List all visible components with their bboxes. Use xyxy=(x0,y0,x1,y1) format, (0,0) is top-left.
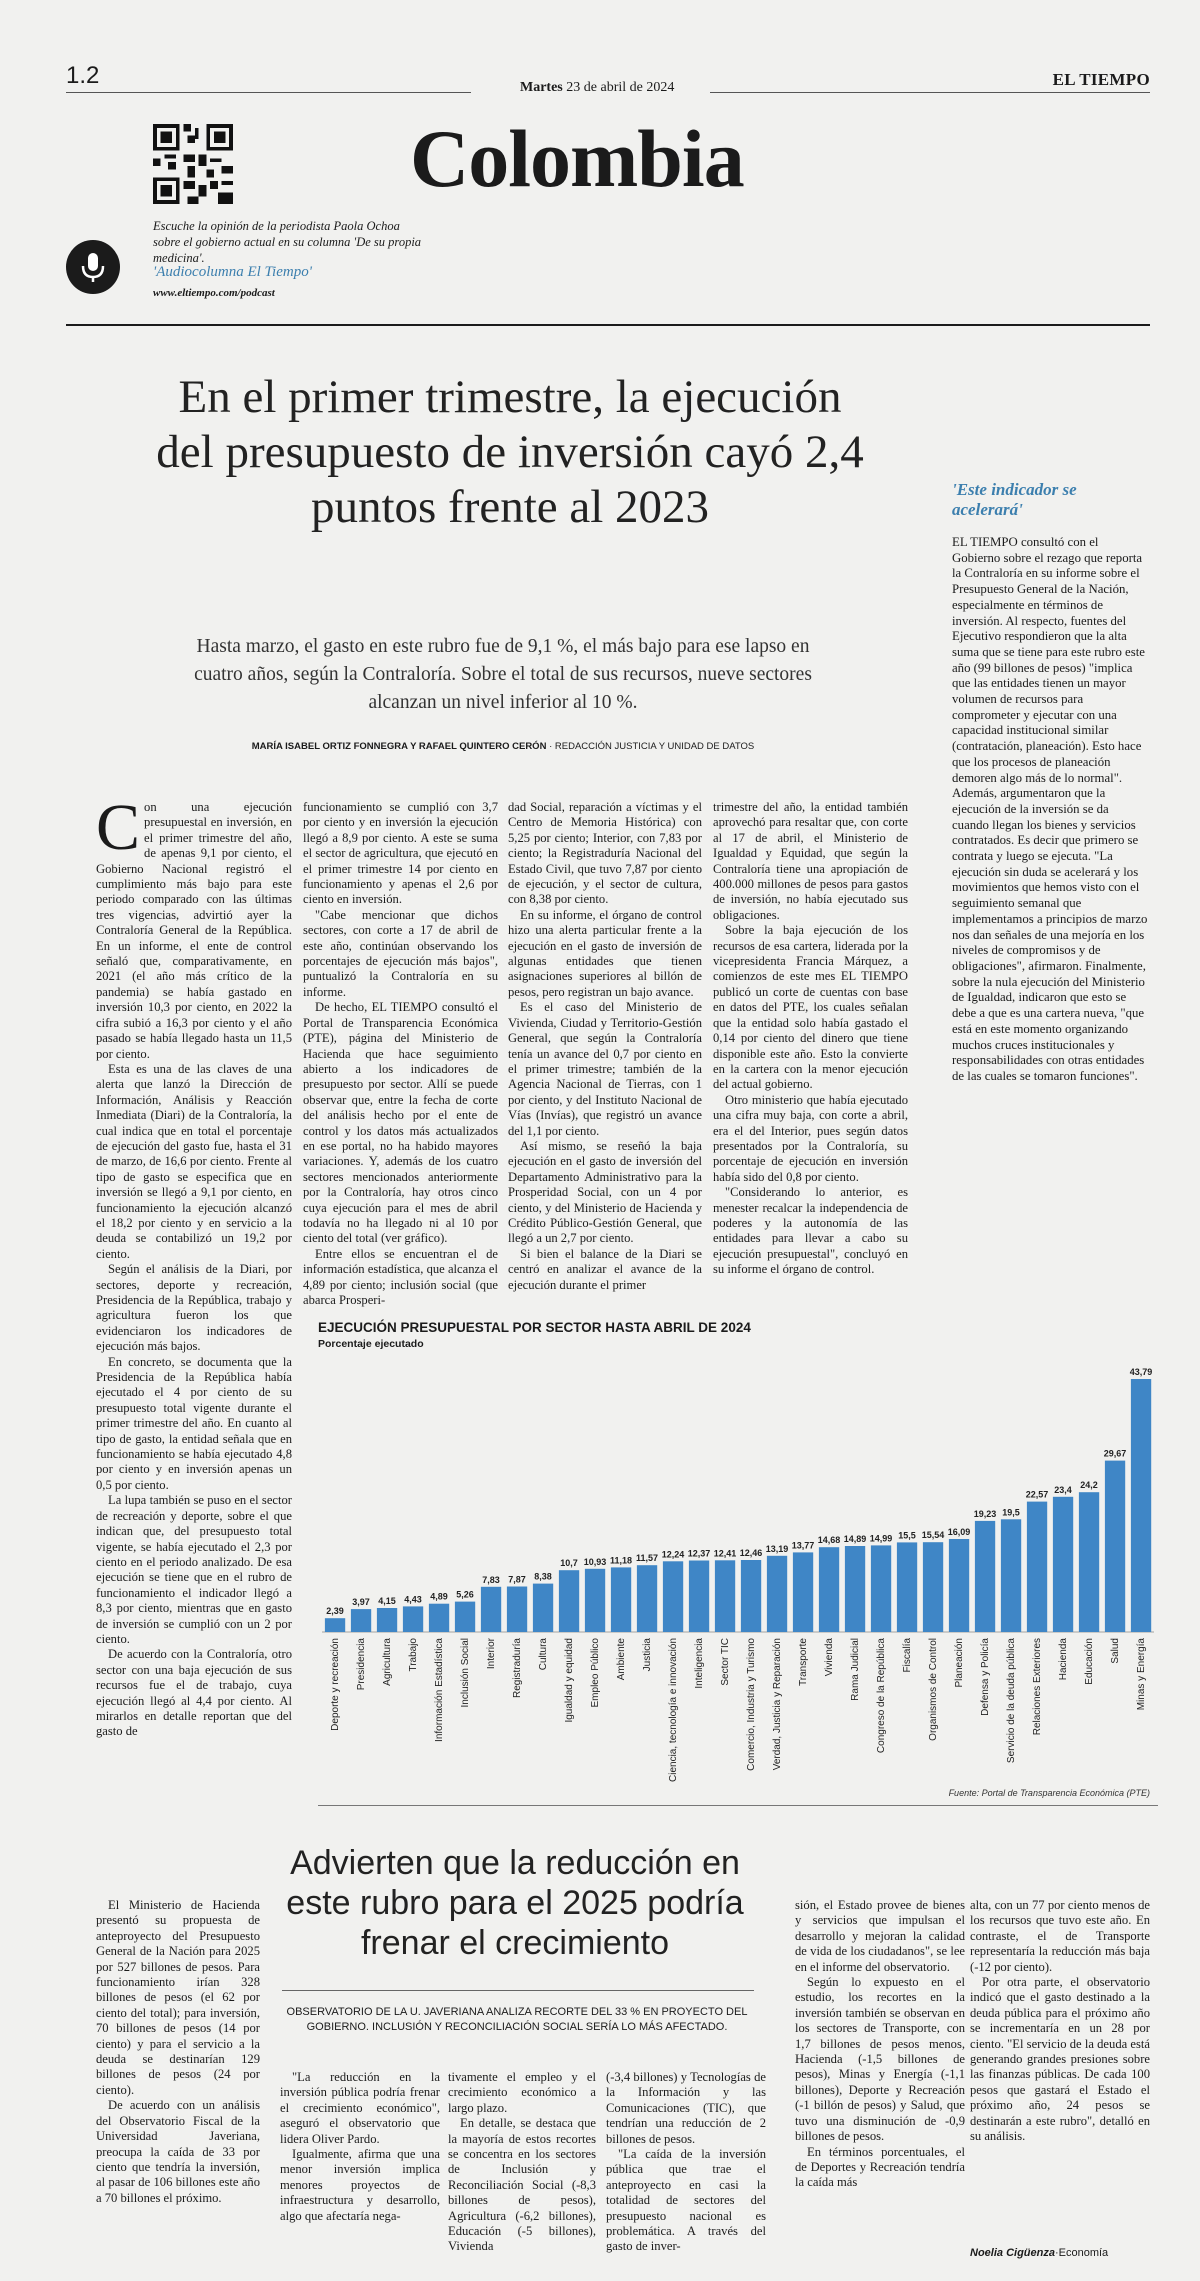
chart-bar xyxy=(351,1609,371,1632)
chart-category-label: Organismos de Control xyxy=(928,1638,939,1741)
chart-value-label: 16,09 xyxy=(947,1527,971,1537)
second-article-column-6 xyxy=(970,1898,1150,2145)
chart-value-label: 13,77 xyxy=(791,1540,815,1551)
paragraph: En su informe, el órgano de control hizo una alerta particular frente a la ejecución en el gasto de inversión de algunas entidades que tienen asignaciones superiores al billón de pesos, pero registran un bajo avance. xyxy=(508,907,702,999)
budget-execution-chart xyxy=(318,1340,1158,1810)
paragraph: dad Social, reparación a víctimas y el Centro de Memoria Histórica) con 5,25 por ciento; Interior, con 7,83 por ciento; la Registraduría Nacional del Estado Civil, que tuvo 7,87 por ciento de ejecución, y el sector de cultura, con 8,38 por ciento. xyxy=(508,800,702,907)
chart-bar xyxy=(689,1561,709,1633)
chart-category-label: Inteligencia xyxy=(694,1638,705,1689)
paragraph: "La caída de la inversión pública que trae el anteproyecto en casi la totalidad de sectores del presupuesto nacional es problemática. A través del gasto de inver- xyxy=(606,2147,766,2254)
chart-value-label: 43,79 xyxy=(1129,1367,1153,1377)
chart-bar xyxy=(481,1587,501,1632)
chart-bar xyxy=(923,1542,943,1632)
second-article-author xyxy=(970,2247,1108,2259)
issue-date-text: 23 de abril de 2024 xyxy=(566,80,675,95)
page-number: 1.2 xyxy=(66,62,100,89)
paragraph: funcionamiento se cumplió con 3,7 por ciento y en inversión la ejecución llegó a 8,9 por ciento. A este se suma el sector de agricultura, que ejecutó en el primer trimestre 14 por ciento en funcionamiento y apenas el 2,6 por ciento en inversión. xyxy=(303,800,498,907)
chart-value-label: 4,43 xyxy=(404,1594,422,1605)
article-byline xyxy=(178,741,828,752)
author-name: Noelia Cigüenza xyxy=(970,2247,1055,2259)
paragraph: De acuerdo con un análisis del Observatorio Fiscal de la Universidad Javeriana, preocupa la caída de 33 por ciento que tendría la inversión, al pasar de 106 billones este año a 70 billones el próximo. xyxy=(96,2098,260,2205)
chart-category-label: Congreso de la República xyxy=(876,1638,887,1754)
chart-category-label: Hacienda xyxy=(1058,1638,1069,1681)
chart-value-label: 11,18 xyxy=(609,1555,633,1566)
article-deck: Hasta marzo, el gasto en este rubro fue de 9,1 %, el más bajo para ese lapso en cuatro años, según la Contraloría. Sobre el total de sus recursos, nueve sectores alcanzan un nivel inferior al 10 %. xyxy=(194,636,812,713)
chart-category-label: Comercio, Industria y Turismo xyxy=(746,1638,757,1771)
second-article-column-3 xyxy=(448,2070,596,2255)
chart-bar xyxy=(1001,1519,1021,1632)
paragraph: Según lo expuesto en el estudio, los recortes en la inversión también se observan en los sectores de Transporte, con 1,7 billones de pesos menos, Hacienda (-1,5 billones de pesos), Minas y Energía (-1,1 billones), Deporte y Recreación (-1 billón de pesos) y Salud, que tuvo una disminución de -0,9 billones de pesos. xyxy=(795,1975,965,2144)
chart-category-label: Defensa y Policía xyxy=(980,1638,991,1716)
paragraph: Entre ellos se encuentran el de información estadística, que alcanza el 4,89 por ciento; inclusión social (que abarca Prosperi- xyxy=(303,1246,498,1307)
chart-value-label: 11,57 xyxy=(635,1553,659,1564)
chart-category-label: Vivienda xyxy=(824,1638,835,1677)
audio-promo-label[interactable]: 'Audiocolumna El Tiempo' xyxy=(153,264,312,280)
chart-value-label: 10,93 xyxy=(583,1556,607,1567)
chart-subtitle: Porcentaje ejecutado xyxy=(318,1338,424,1350)
paragraph: "Considerando lo anterior, es menester recalcar la independencia de poderes y la autonomía de las entidades para llevar a cabo su ejecución presupuestal", concluyó en su informe el órgano de control. xyxy=(713,1185,908,1277)
issue-weekday: Martes xyxy=(520,80,563,95)
paragraph: De acuerdo con la Contraloría, otro sector con una baja ejecución de sus recursos fue el de trabajo, cuya ejecución llegó al 4,4 por ciento. Al mirarlos en detalle reportan que del gasto de xyxy=(96,1647,292,1739)
chart-bottom-rule xyxy=(318,1805,1158,1806)
chart-value-label: 7,87 xyxy=(508,1574,526,1585)
chart-category-label: Rama Judicial xyxy=(850,1638,861,1701)
chart-value-label: 2,39 xyxy=(326,1606,344,1617)
paragraph: Si bien el balance de la Diari se centró en analizar el avance de la ejecución durante el primer xyxy=(508,1246,702,1292)
chart-category-label: Trabajo xyxy=(408,1638,419,1672)
chart-value-label: 24,2 xyxy=(1080,1480,1098,1491)
article-column-2 xyxy=(303,800,498,1307)
byline-authors: MARÍA ISABEL ORTIZ FONNEGRA Y RAFAEL QUINTERO CERÓN xyxy=(251,741,547,752)
chart-bar xyxy=(741,1560,761,1632)
chart-value-label: 10,7 xyxy=(560,1558,578,1569)
chart-bar xyxy=(403,1606,423,1632)
chart-value-label: 14,68 xyxy=(817,1535,841,1546)
chart-value-label: 12,24 xyxy=(661,1549,685,1560)
chart-bar xyxy=(1027,1502,1047,1632)
chart-category-label: Ambiente xyxy=(616,1638,627,1681)
chart-bar xyxy=(559,1570,579,1632)
chart-bar xyxy=(1079,1492,1099,1632)
sidebar-title: 'Este indicador se acelerará' xyxy=(952,480,1077,519)
chart-value-label: 5,26 xyxy=(456,1589,474,1600)
paragraph: Es el caso del Ministerio de Vivienda, Ciudad y Territorio-Gestión General, que según la Contraloría tenía un avance del 0,7 por ciento en el primer trimestre; también de la Agencia Nacional de Tierras, con 1 por ciento, y del Instituto Nacional de Vías (Invías), que registró un avance del 1,1 por ciento. xyxy=(508,1000,702,1138)
chart-bar xyxy=(1131,1379,1151,1632)
section-title: Colombia xyxy=(410,113,744,204)
chart-value-label: 19,5 xyxy=(1002,1507,1020,1518)
chart-value-label: 29,67 xyxy=(1103,1448,1127,1459)
chart-bar xyxy=(897,1542,917,1632)
chart-category-label: Sector TIC xyxy=(720,1638,731,1686)
chart-bar xyxy=(845,1546,865,1632)
chart-title: EJECUCIÓN PRESUPUESTAL POR SECTOR HASTA ABRIL DE 2024 xyxy=(318,1320,751,1335)
second-article-column-4 xyxy=(606,2070,766,2255)
chart-bar xyxy=(585,1569,605,1632)
chart-value-label: 14,89 xyxy=(843,1534,867,1544)
chart-category-label: Verdad, Justicia y Reparación xyxy=(772,1638,783,1771)
issue-date xyxy=(520,80,674,96)
chart-category-label: Inclusión Social xyxy=(460,1638,471,1708)
chart-category-label: Relaciones Exteriores xyxy=(1032,1638,1043,1736)
chart-bar xyxy=(533,1584,553,1632)
chart-bar xyxy=(975,1521,995,1632)
second-article-column-5 xyxy=(795,1898,965,2191)
chart-value-label: 23,4 xyxy=(1054,1484,1072,1495)
chart-bar xyxy=(377,1608,397,1632)
second-article-headline: Advierten que la reducción en este rubro para el 2025 podría frenar el crecimiento xyxy=(286,1844,744,1962)
chart-category-label: Deporte y recreación xyxy=(330,1638,341,1731)
chart-category-label: Empleo Público xyxy=(590,1638,601,1708)
paragraph: En concreto, se documenta que la Presidencia de la República había ejecutado el 4 por ciento de su presupuesto total vigente durante el primer trimestre del año. En cuanto al tipo de gasto, la entidad señala que en funcionamiento se había ejecutado 4,8 por ciento y en inversión apenas un 0,5 por ciento. xyxy=(96,1354,292,1492)
paragraph: Igualmente, afirma que una menor inversión implica menores proyectos de infraestructura y desarrollo, algo que afectaría nega- xyxy=(280,2147,440,2223)
second-article-column-1 xyxy=(96,1898,260,2206)
chart-category-label: Educación xyxy=(1084,1638,1095,1685)
chart-category-label: Igualdad y equidad xyxy=(564,1638,575,1723)
chart-bar xyxy=(429,1604,449,1632)
chart-bar xyxy=(325,1618,345,1632)
chart-source: Fuente: Portal de Transparencia Económica (PTE) xyxy=(948,1788,1150,1798)
paragraph: tivamente el empleo y el crecimiento económico a largo plazo. xyxy=(448,2070,596,2115)
paragraph: De hecho, EL TIEMPO consultó el Portal de Transparencia Económica (PTE), página del Ministerio de Hacienda que hace seguimiento abierto a los indicadores de presupuesto por sector. Allí se puede observar que, entre la fecha de corte del análisis hecho por el ente de control y los datos más actualizados en ese portal, no ha habido mayores variaciones. Y, además de los cuatro sectores mencionados anteriormente por la Contraloría, hay otros cinco cuya ejecución para el mes de abril todavía no ha llegado ni al 10 por ciento del total (ver gráfico). xyxy=(303,1000,498,1246)
chart-category-label: Planeación xyxy=(954,1638,965,1688)
chart-bar xyxy=(819,1547,839,1632)
chart-category-label: Servicio de la deuda pública xyxy=(1006,1638,1017,1764)
chart-bar xyxy=(637,1565,657,1632)
chart-category-label: Minas y Energía xyxy=(1136,1638,1147,1711)
paragraph: trimestre del año, la entidad también aprovechó para resaltar que, con corte al 17 de abril, el Ministerio de Igualdad y Equidad, que según la Contraloría tiene una apropiación de 400.000 millones de pesos para gastos de inversión, no había ejecutado sus obligaciones. xyxy=(713,800,908,922)
chart-category-label: Interior xyxy=(486,1638,497,1670)
chart-value-label: 15,5 xyxy=(898,1530,916,1541)
brand-name: EL TIEMPO xyxy=(1052,70,1150,89)
chart-bar xyxy=(1053,1497,1073,1632)
paragraph: Por otra parte, el observatorio indicó que el gasto destinado a la deuda pública para el próximo año se incrementaría en un 28 por ciento. "El servicio de la deuda está generando grandes presiones sobre las finanzas públicas. De cada 100 pesos que gastará el Estado el próximo año, 24 pesos se destinarán a este rubro", detalló en su análisis. xyxy=(970,1975,1150,2144)
paragraph: "Cabe mencionar que dichos sectores, con corte a 17 de abril de este año, continúan observando los porcentajes de ejecución más bajos", puntualizó la Contraloría en su informe. xyxy=(303,907,498,999)
chart-category-label: Transporte xyxy=(798,1638,809,1686)
paragraph: Sobre la baja ejecución de los recursos de esa cartera, liderada por la vicepresidenta Francia Márquez, a comienzos de este mes EL TIEMPO publicó un corte de cuentas con base en datos del PTE, los cuales señalan que la entidad solo había gastado el 0,14 por ciento del dinero que tiene disponible este año. Esto la convierte en la cartera con la menor ejecución del actual gobierno. xyxy=(713,923,908,1092)
paragraph: El Ministerio de Hacienda presentó su propuesta de anteproyecto del Presupuesto General de la Nación para 2025 por 527 billones de pesos. Para funcionamiento irían 328 billones de pesos (el 62 por ciento del total); para inversión, 70 billones de pesos (14 por ciento) y para el servicio a la deuda se destinarían 129 billones de pesos (24 por ciento). xyxy=(96,1898,260,2097)
paragraph: En detalle, se destaca que la mayoría de estos recortes se concentra en los sectores de Inclusión y Reconciliación Social (-8,3 billones de pesos), Agricultura (-6,2 billones), Educación (-5 billones), Vivienda xyxy=(448,2116,596,2254)
second-article-column-2 xyxy=(280,2070,440,2224)
top-rule-right xyxy=(710,92,1150,93)
masthead-rule xyxy=(66,324,1150,326)
chart-value-label: 7,83 xyxy=(482,1574,500,1585)
podcast-link[interactable]: www.eltiempo.com/podcast xyxy=(153,287,275,299)
chart-value-label: 3,97 xyxy=(352,1597,370,1608)
chart-value-label: 4,15 xyxy=(378,1596,396,1606)
chart-value-label: 13,19 xyxy=(765,1543,789,1554)
chart-value-label: 14,99 xyxy=(869,1533,893,1544)
chart-category-label: Justicia xyxy=(642,1638,653,1672)
article-column-1 xyxy=(96,791,292,1800)
article-column-4 xyxy=(713,800,908,1300)
second-article-deck: OBSERVATORIO DE LA U. JAVERIANA ANALIZA RECORTE DEL 33 % EN PROYECTO DEL GOBIERNO. INCLUSIÓN Y RECONCILIACIÓN SOCIAL SERÍA LO MÁS AFECTADO. xyxy=(286,2006,748,2033)
byline-desk: · REDACCIÓN JUSTICIA Y UNIDAD DE DATOS xyxy=(549,741,755,752)
paragraph: Según el análisis de la Diari, por sectores, deporte y recreación, Presidencia de la República, trabajo y agricultura fueron los que evidenciaron los indicadores de ejecución más bajos. xyxy=(96,1262,292,1354)
chart-bar xyxy=(871,1545,891,1632)
qr-code-icon[interactable] xyxy=(153,124,233,204)
paragraph: alta, con un 77 por ciento menos de los recursos que tuvo este año. En contraste, el de Transporte representaría la reducción más baja (-12 por ciento). xyxy=(970,1898,1150,1974)
chart-bar xyxy=(715,1560,735,1632)
chart-bar xyxy=(663,1561,683,1632)
audio-promo-text: Escuche la opinión de la periodista Paola Ochoa sobre el gobierno actual en su columna 'De su propia medicina'. xyxy=(153,219,422,265)
chart-value-label: 12,41 xyxy=(713,1548,737,1559)
chart-value-label: 15,54 xyxy=(921,1530,945,1541)
drop-cap: C xyxy=(96,791,141,864)
chart-value-label: 12,37 xyxy=(687,1548,711,1559)
sidebar-body: EL TIEMPO consultó con el Gobierno sobre el rezago que reporta la Contraloría en su informe sobre el Presupuesto General de la Nación, especialmente en términos de inversión. Al respecto, fuentes del Ejecutivo respondieron que la alta suma que se tiene para este rubro este año (99 billones de pesos) "implica que las entidades tienen un mayor volumen de recursos para comprometer y ejecutar con una capacidad institucional similar (contratación, planeación). Esto hace que los procesos de planeación demoren algo más de lo normal". Además, argumentaron que la ejecución de la inversión se da cuando llegan los bienes y servicios contratados. Es decir que primero se contrata y luego se ejecuta. "La ejecución sin duda se acelerará y los movimientos que hemos visto con el seguimiento semanal que implementamos a principios de marzo nos dan señales de una mejoría en los niveles de compromisos y de obligaciones", afirmaron. Finalmente, sobre la nula ejecución del Ministerio de Igualdad, indicaron que esto se debe a que es una cartera nueva, "que está en este momento organizando muchos cruces institucionales y responsabilidades con otras entidades de las cuales se tomaron funciones". xyxy=(952,535,1148,1083)
paragraph: Así mismo, se reseñó la baja ejecución en el gasto de inversión del Departamento Administrativo para la Prosperidad Social, con un 4 por ciento, y del Ministerio de Hacienda y Crédito Público-Gestión General, que llegó a un 2,7 por ciento. xyxy=(508,1138,702,1246)
chart-category-label: Registraduría xyxy=(512,1638,523,1699)
chart-bar xyxy=(1105,1461,1125,1632)
chart-value-label: 4,89 xyxy=(430,1591,448,1602)
second-article-rule xyxy=(282,1990,754,1991)
microphone-icon[interactable] xyxy=(66,240,120,294)
paragraph: Esta es una de las claves de una alerta que lanzó la Dirección de Información, Análisis y Reacción Inmediata (Diari) de la Contraloría, la cual indica que en total el porcentaje de ejecución del gasto fue, hasta el 31 de marzo, de 16,6 por ciento. Frente al tipo de gasto se especifica que en inversión se llegó a 9,1 por ciento, en funcionamiento la ejecución alcanzó el 18,2 por ciento y en servicio a la deuda se contabilizó un 19,2 por ciento. xyxy=(96,1061,292,1261)
paragraph: sión, el Estado provee de bienes y servicios que impulsan el desarrollo y mejoran la calidad de vida de los ciudadanos", se lee en el informe del observatorio. xyxy=(795,1898,965,1974)
chart-bar xyxy=(611,1567,631,1632)
chart-value-label: 22,57 xyxy=(1025,1489,1049,1500)
paragraph: (-3,4 billones) y Tecnologías de la Información y las Comunicaciones (TIC), que tendrían una reducción de 2 billones de pesos. xyxy=(606,2070,766,2146)
paragraph: La lupa también se puso en el sector de recreación y deporte, sobre el que indican que, del presupuesto total vigente, se había ejecutado el 2,3 por ciento en el periodo analizado. De esa ejecución se tiene que en el rubro de funcionamiento el indicador llegó a 8,3 por ciento, mientras que en gasto de inversión se cumplió con un 2 por ciento. xyxy=(96,1493,292,1646)
chart-bar xyxy=(767,1556,787,1632)
chart-category-label: Cultura xyxy=(538,1638,549,1671)
article-headline: En el primer trimestre, la ejecución del presupuesto de inversión cayó 2,4 puntos frente al 2023 xyxy=(156,371,864,533)
chart-bar xyxy=(793,1552,813,1632)
chart-value-label: 19,23 xyxy=(973,1508,997,1519)
article-column-3 xyxy=(508,800,702,1300)
chart-value-label: 12,46 xyxy=(739,1548,763,1558)
chart-value-label: 8,38 xyxy=(534,1571,552,1582)
paragraph: En términos porcentuales, el de Deportes y Recreación tendría la caída más xyxy=(795,2144,965,2190)
chart-category-label: Agricultura xyxy=(382,1638,393,1686)
chart-category-label: Fiscalía xyxy=(902,1638,913,1673)
paragraph: "La reducción en la inversión pública podría frenar el crecimiento económico", aseguró el observatorio que lidera Oliver Pardo. xyxy=(280,2070,440,2146)
paragraph: Otro ministerio que había ejecutado una cifra muy baja, con corte a abril, era el del Interior, pues según datos presentados por la Contraloría, su porcentaje de ejecución en inversión había sido del 0,8 por ciento. xyxy=(713,1092,908,1184)
chart-category-label: Información Estadística xyxy=(434,1638,445,1742)
top-rule-left xyxy=(66,92,471,93)
author-desk: ·Economía xyxy=(1054,2247,1109,2259)
chart-bar xyxy=(455,1602,475,1632)
paragraph: on una ejecución presupuestal en inversión, en el primer trimestre del año, de apenas 9,1 por ciento, el Gobierno Nacional registró el cumplimiento más bajo para este periodo comparado con las últimas tres vigencias, advirtió ayer la Contraloría General de la República. En un informe, el ente de control señaló que, comparativamente, en 2021 (el año más crítico de la pandemia) se había gastado en inversión 10,3 por ciento, en 2022 la cifra subió a 16,3 por ciento y el año pasado se había llegado hasta un 11,5 por ciento. xyxy=(96,800,292,1061)
chart-category-label: Salud xyxy=(1110,1638,1121,1664)
chart-category-label: Presidencia xyxy=(356,1638,367,1691)
chart-category-label: Ciencia, tecnología e innovación xyxy=(668,1638,679,1782)
chart-bar xyxy=(949,1539,969,1632)
chart-bar xyxy=(507,1587,527,1633)
